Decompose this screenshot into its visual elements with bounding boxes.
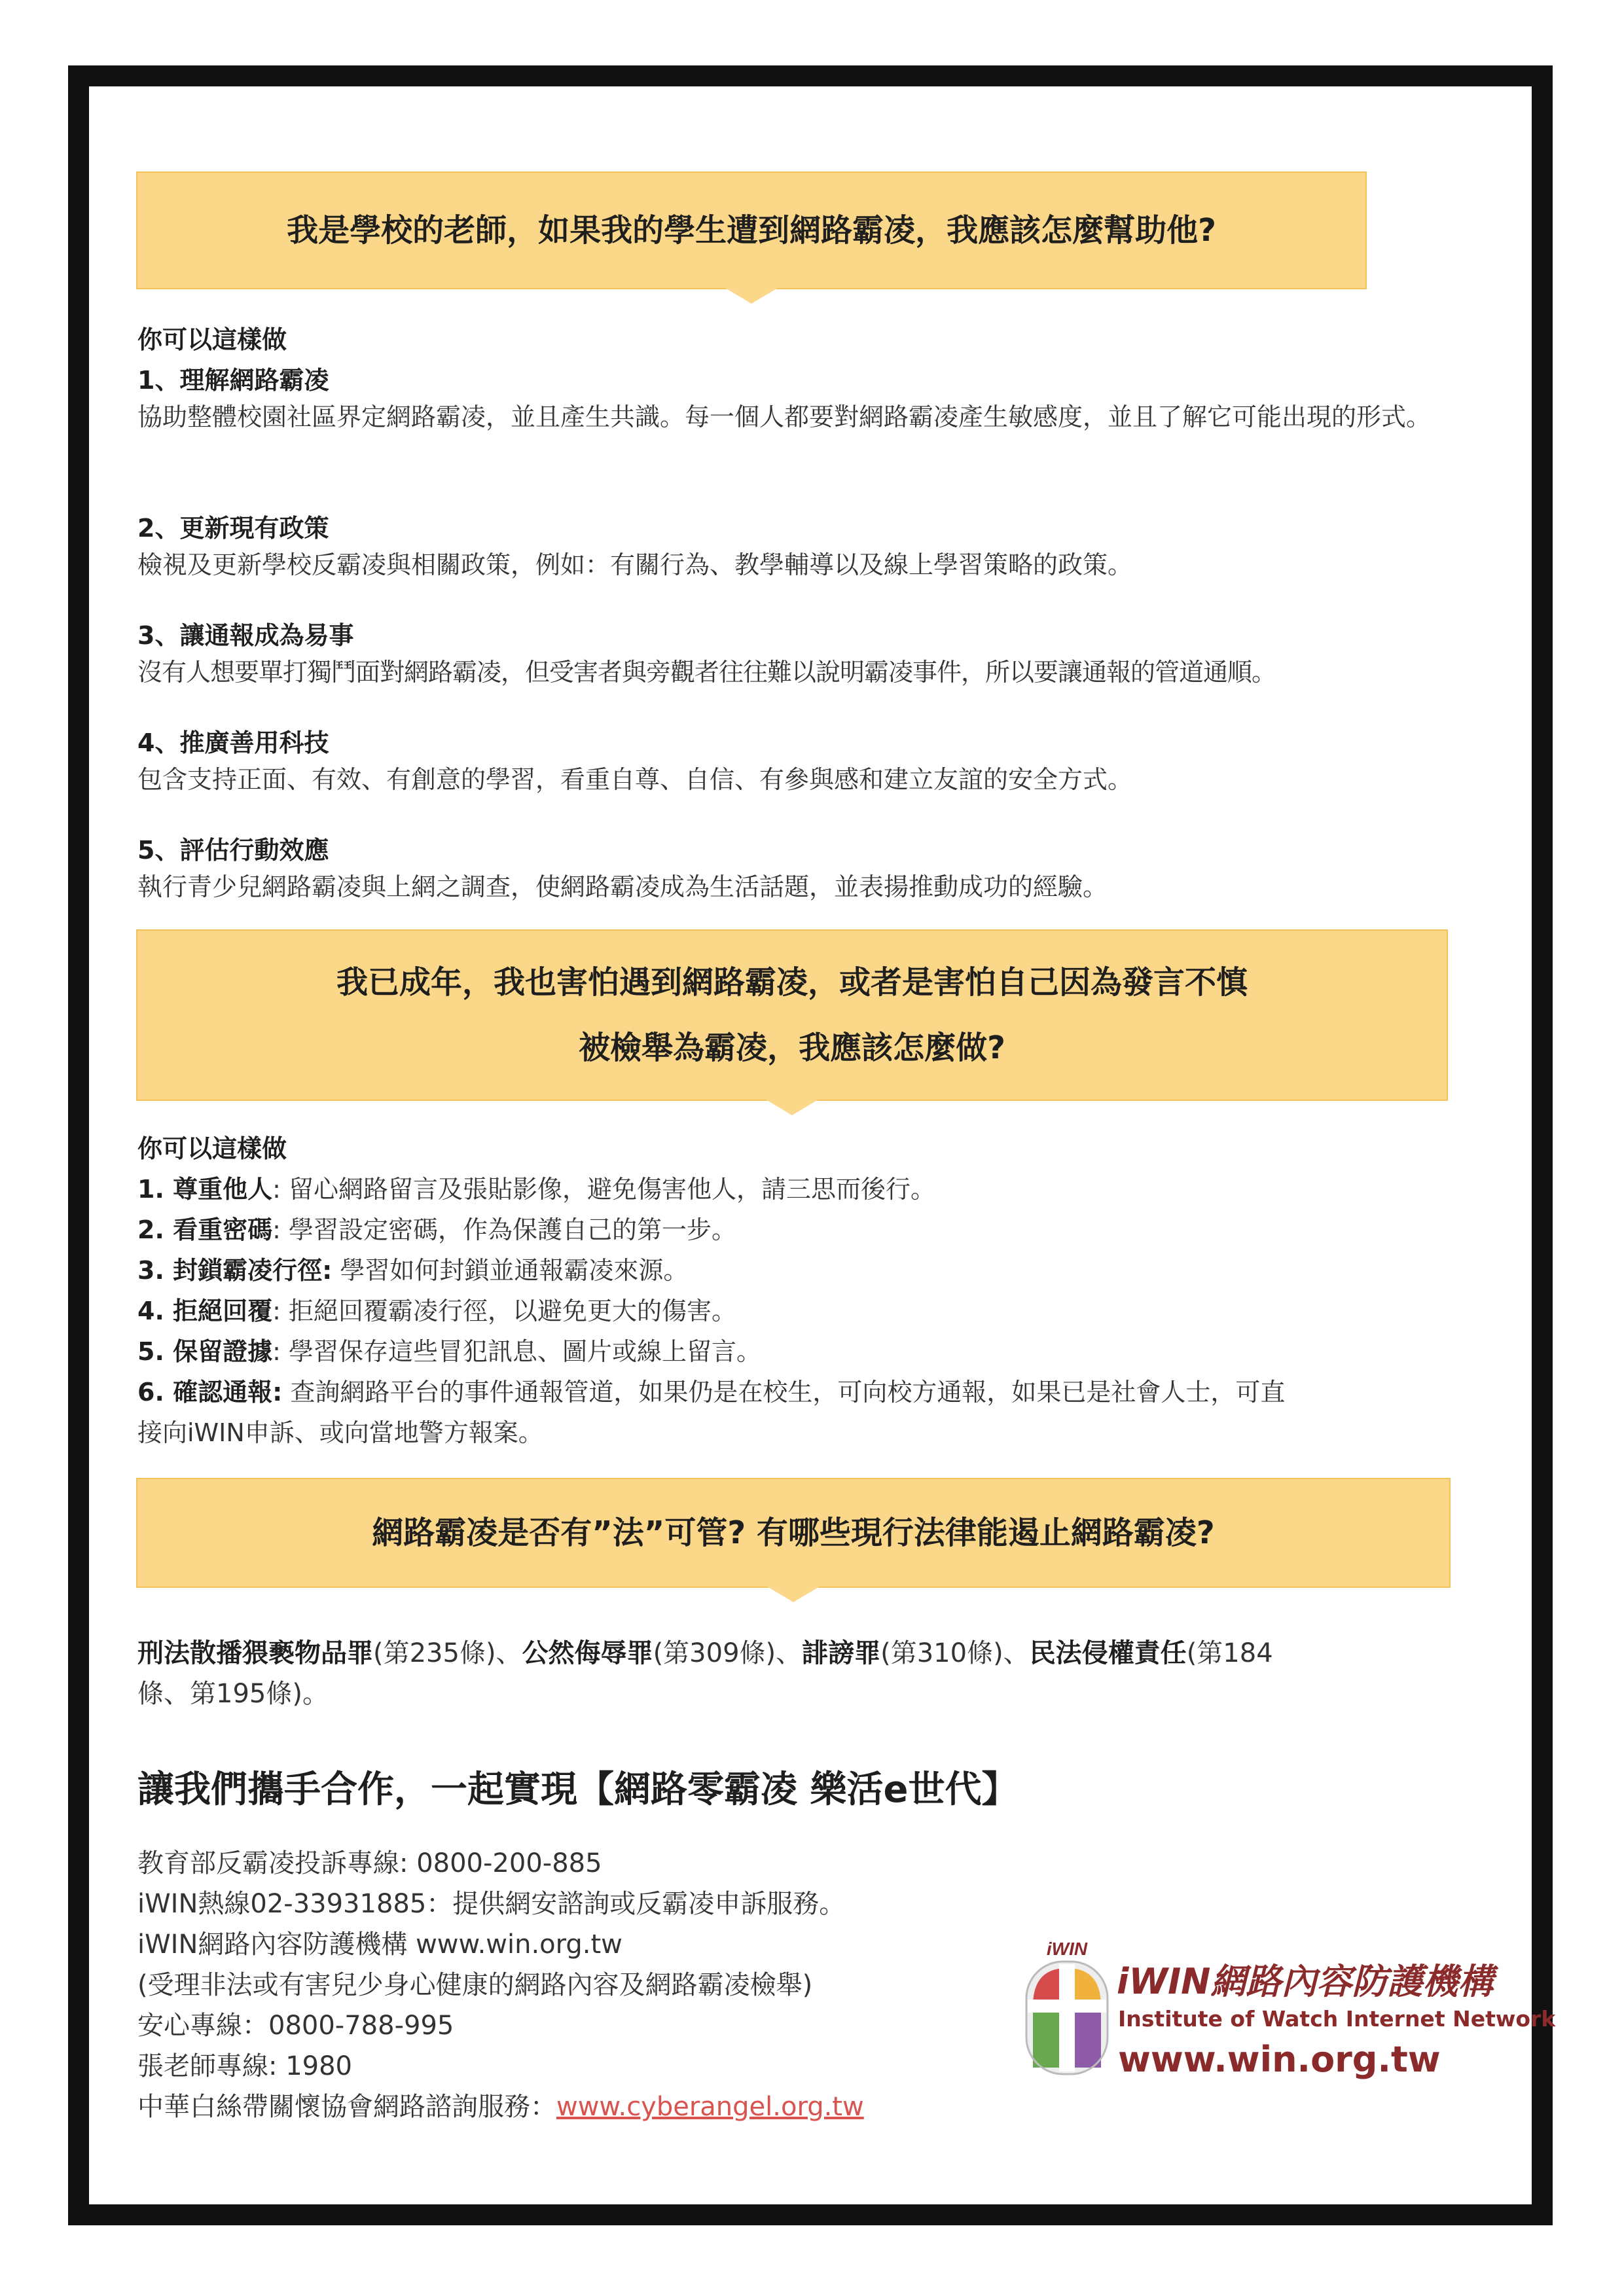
law-3: 誹謗罪: [802, 1638, 881, 1668]
iwin-logo-mark: [1021, 1934, 1113, 2078]
section1-banner-title: 我是學校的老師，如果我的學生遭到網路霸凌，我應該怎麼幫助他?: [287, 212, 1216, 249]
contact-iwin-note: (受理非法或有害兒少身心健康的網路內容及網路霸凌檢舉): [137, 1970, 813, 2000]
section2-item4: [137, 1291, 736, 1327]
section2-banner-line2: 被檢舉為霸凌，我應該怎麼做?: [579, 1030, 1005, 1066]
iwin-logo-name: iWIN網路內容防護機構: [1117, 1961, 1494, 2002]
section1-item1-title: 1、理解網路霸凌: [137, 366, 329, 395]
section1-item3-body: 沒有人想要單打獨鬥面對網路霸凌，但受害者與旁觀者往往難以說明霸凌事件，所以要讓通報的管道通順。: [137, 658, 1276, 687]
section2-intro: 你可以這樣做: [137, 1134, 287, 1163]
section2-item1-label: 1. 尊重他人: [137, 1175, 273, 1204]
law-2-article: (第309條)、: [653, 1638, 803, 1668]
section1-item4-body: 包含支持正面、有效、有創意的學習，看重自尊、自信、有參與感和建立友誼的安全方式。: [137, 765, 1133, 794]
section2-item6: [137, 1372, 1285, 1408]
section1-intro: 你可以這樣做: [137, 325, 287, 354]
section2-item6-label: 6. 確認通報:: [137, 1378, 283, 1407]
cyberangel-link[interactable]: www.cyberangel.org.tw: [556, 2092, 864, 2122]
section2-item2-label: 2. 看重密碼: [137, 1215, 273, 1244]
law-list: [137, 1633, 1447, 1714]
section2-banner-line1: 我已成年，我也害怕遇到網路霸凌，或者是害怕自己因為發言不慎: [336, 964, 1248, 1001]
section2-item2-text: : 學習設定密碼，作為保護自己的第一步。: [272, 1215, 736, 1244]
section1-item3-title: 3、讓通報成為易事: [137, 621, 354, 650]
section1-banner: [136, 171, 1367, 289]
contact-white-ribbon: [137, 2086, 864, 2123]
contact-white-ribbon-label: 中華白絲帶關懷協會網路諮詢服務：: [137, 2092, 556, 2122]
section2-item5-text: : 學習保存這些冒犯訊息、圖片或線上留言。: [272, 1337, 761, 1366]
law-1: 刑法散播猥褻物品罪: [137, 1638, 373, 1668]
law-4: 民法侵權責任: [1029, 1638, 1187, 1668]
section2-item1-text: : 留心網路留言及張貼影像，避免傷害他人，請三思而後行。: [272, 1175, 935, 1204]
section1-item2-title: 2、更新現有政策: [137, 514, 329, 543]
section2-item3-text: 學習如何封鎖並通報霸凌來源。: [332, 1256, 689, 1285]
law-1-article: (第235條)、: [373, 1638, 522, 1668]
section2-item4-text: : 拒絕回覆霸凌行徑，以避免更大的傷害。: [272, 1297, 736, 1325]
section1-item1-body: 協助整體校園社區界定網路霸凌，並且產生共識。每一個人都要對網路霸凌產生敏感度，並且了解它可能出現的形式。: [137, 403, 1432, 431]
section1-item5-body: 執行青少兒網路霸凌與上網之調查，使網路霸凌成為生活話題，並表揚推動成功的經驗。: [137, 872, 1108, 901]
section1-item2-body: 檢視及更新學校反霸凌與相關政策，例如：有關行為、教學輔導以及線上學習策略的政策。: [137, 550, 1133, 579]
iwin-logo-badge: iWIN: [1046, 1939, 1088, 1959]
section1-item5-title: 5、評估行動效應: [137, 836, 329, 865]
section3-banner: [136, 1478, 1451, 1588]
slogan: 讓我們攜手合作，一起實現【網路零霸凌 樂活e世代】: [137, 1768, 1019, 1811]
section2-item4-label: 4. 拒絕回覆: [137, 1297, 273, 1325]
section2-item6-text: 查詢網路平台的事件通報管道，如果仍是在校生，可向校方通報，如果已是社會人士，可直: [282, 1378, 1286, 1407]
iwin-logo-subtitle: Institute of Watch Internet Network: [1118, 2006, 1556, 2032]
law-2: 公然侮辱罪: [522, 1638, 653, 1668]
iwin-logo-url: www.win.org.tw: [1118, 2039, 1441, 2080]
contact-moe-hotline: 教育部反霸凌投訴專線: 0800-200-885: [137, 1848, 602, 1878]
iwin-logo: [1021, 1934, 1556, 2091]
section2-item5: [137, 1331, 761, 1367]
section2-item6-cont: 接向iWIN申訴、或向當地警方報案。: [137, 1418, 543, 1447]
law-4-article: (第184: [1186, 1638, 1273, 1668]
contact-iwin-site: iWIN網路內容防護機構 www.win.org.tw: [137, 1929, 623, 1960]
law-3-article: (第310條)、: [880, 1638, 1030, 1668]
section2-banner: [136, 929, 1448, 1101]
section3-banner-title: 網路霸凌是否有”法”可管? 有哪些現行法律能遏止網路霸凌?: [372, 1515, 1215, 1551]
section2-item1: [137, 1169, 935, 1205]
section2-item3: [137, 1250, 688, 1286]
section2-item3-label: 3. 封鎖霸凌行徑:: [137, 1256, 333, 1285]
law-4-article-cont: 條、第195條)。: [137, 1679, 329, 1709]
section2-item5-label: 5. 保留證據: [137, 1337, 273, 1366]
contact-anxin-hotline: 安心專線：0800-788-995: [137, 2011, 454, 2041]
section2-item2: [137, 1210, 736, 1246]
section1-item4-title: 4、推廣善用科技: [137, 728, 329, 757]
contact-iwin-hotline: iWIN熱線02-33931885：提供網安諮詢或反霸凌申訴服務。: [137, 1889, 846, 1919]
contact-teacher-chang: 張老師專線: 1980: [137, 2051, 352, 2081]
